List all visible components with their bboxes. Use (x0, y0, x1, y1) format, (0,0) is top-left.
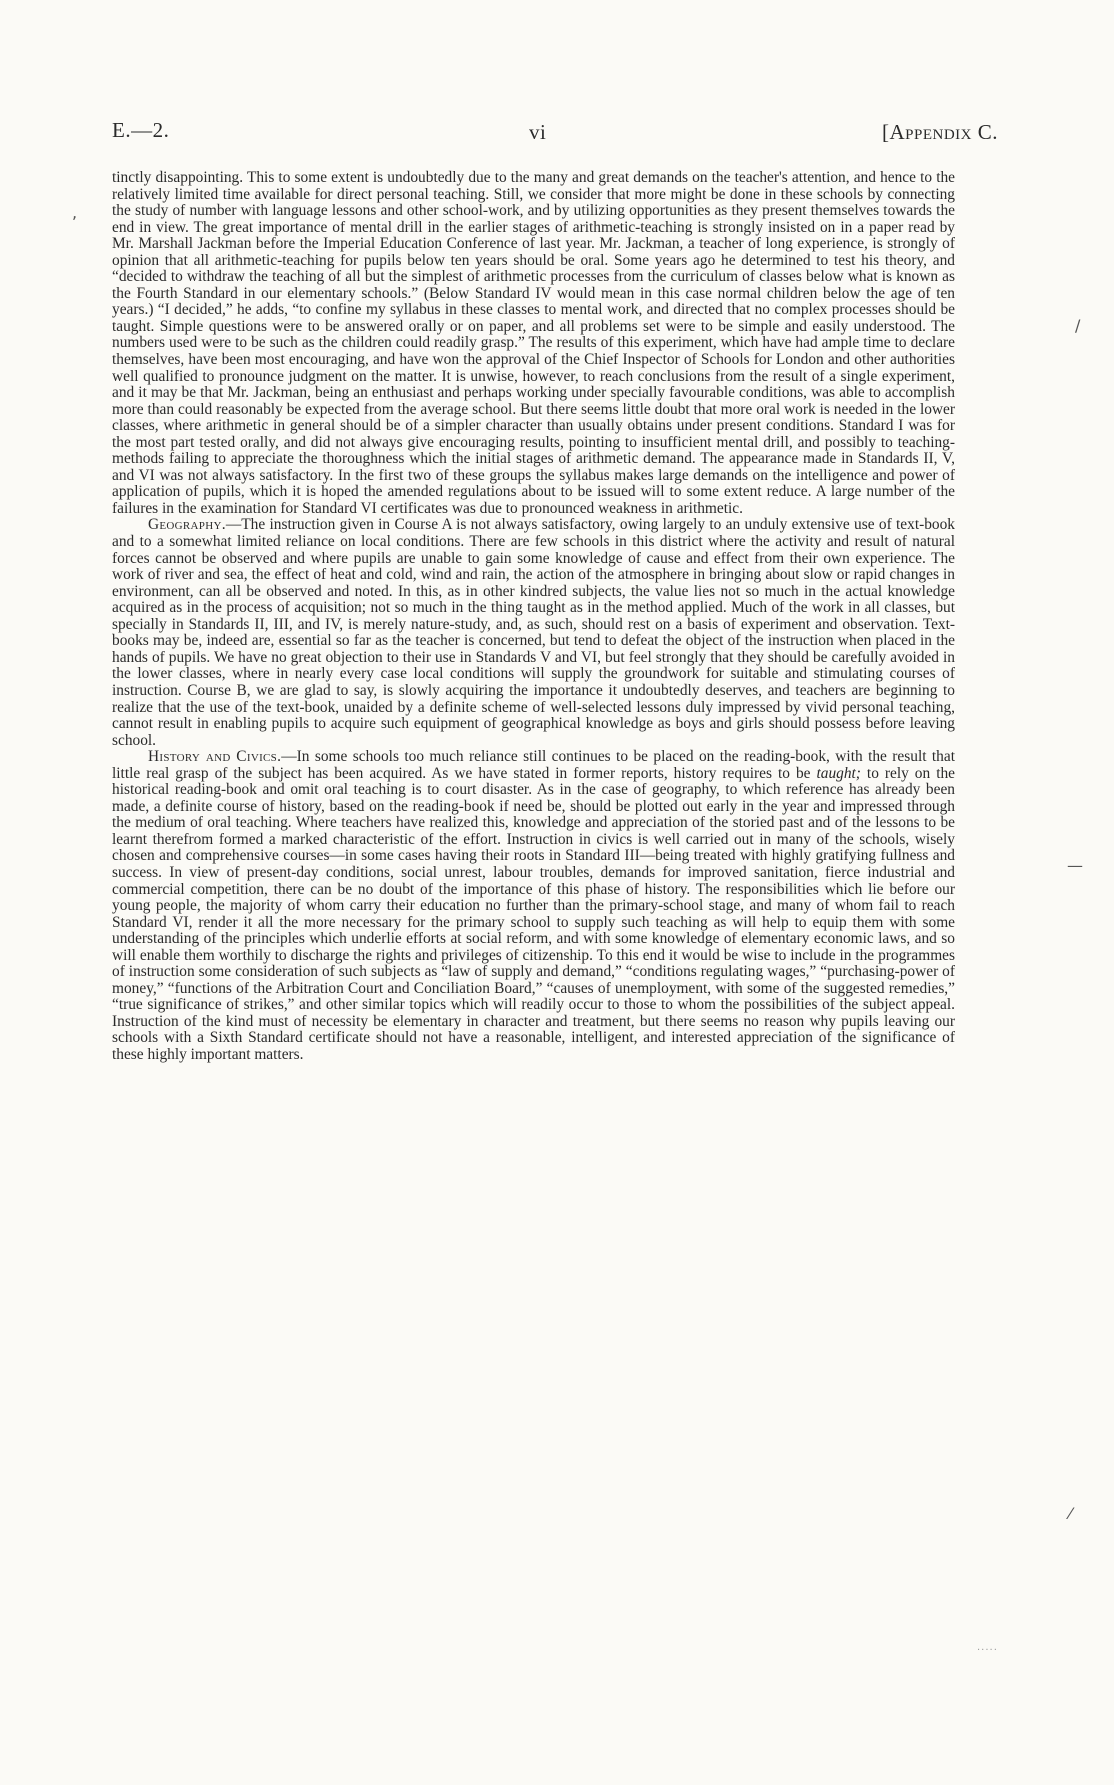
section-heading-geography: Geography. (148, 516, 226, 534)
header-page-number: vi (529, 120, 547, 144)
header-appendix-label: [Appendix C. (881, 120, 998, 144)
body-text (112, 170, 955, 1064)
paragraph-history-emphasis: taught; (816, 764, 861, 782)
margin-tick-mark: , (72, 203, 78, 222)
section-heading-history-civics: History and Civics. (148, 748, 282, 766)
margin-stroke-mark: ⁄ (1069, 1504, 1072, 1523)
paragraph-arithmetic-continued: tinctly disappointing. This to some extent is undoubtedly due to the many and great demands on the teacher's attention, and hence to the relatively limited time available for direct personal teaching. Still, we consider that more might be done in these schools by connecting the study of number with language lessons and other school-work, and by utilizing opportunities as they present themselves towards the end in view. The great importance of mental drill in the earlier stages of arithmetic-teaching is strongly insisted on in a paper read by Mr. Marshall Jackman before the Imperial Education Conference of last year. Mr. Jackman, a teacher of long experience, is strongly of opinion that all arithmetic-teaching for pupils below ten years should be oral. Some years ago he determined to test his theory, and “decided to withdraw the teaching of all but the simplest of arithmetic processes from the curriculum of classes below what is known as the Fourth Standard in our elementary schools.” (Below Standard IV would mean in this case normal children below the age of ten years.) “I decided,” he adds, “to confine my syllabus in these classes to mental work, and directed that no complex processes should be taught. Simple questions were to be answered orally or on paper, and all problems set were to be simple and easily understood. The numbers used were to be such as the children could readily grasp.” The results of this experiment, which have had ample time to declare themselves, have been most encouraging, and have won the approval of the Chief Inspector of Schools for London and other authorities well qualified to pronounce judgment on the matter. It is unwise, however, to reach conclusions from the result of a single experiment, and it may be that Mr. Jackman, being an enthusiast and perhaps working under specially favourable conditions, was able to accomplish more than could reasonably be expected from the average school. But there seems little doubt that more oral work is needed in the lower classes, where arithmetic in general should be of a simpler character than usually obtains under present conditions. Standard I was for the most part tested orally, and did not always give encouraging results, pointing to insufficient mental drill, and possibly to teaching-methods failing to appreciate the thoroughness which the initial stages of arithmetic demand. The appearance made in Standards II, V, and VI was not always satisfactory. In the first two of these groups the syllabus makes large demands on the intelligence and power of application of pupils, which it is hoped the amended regulations about to be issued will to some extent reduce. A large number of the failures in the examination for Standard VI certificates was due to pronounced weakness in arithmetic. (112, 169, 955, 517)
header-document-code: E.—2. (112, 118, 170, 142)
page-smudge-mark: ····· (977, 1645, 998, 1656)
paragraph-history-text-a: —In some schools too much reliance still continues to be placed on the reading-book, with the result that little real grasp of the subject has been acquired. As we have stated in former reports, history requires to be (112, 748, 955, 782)
paragraph-history-civics (112, 749, 955, 1063)
margin-dash-mark: — (1067, 856, 1083, 875)
paragraph-history-text-b: to rely on the historical reading-book and omit oral teaching is to court disaster. As in the case of geography, to which reference has already been made, a definite course of history, based on the reading-book if need be, should be plotted out early in the year and impressed through the medium of oral teaching. Where teachers have realized this, knowledge and appreciation of the storied past and of the lessons to be learnt therefrom formed a marked characteristic of the effort. Instruction in civics is well carried out in many of the schools, wisely chosen and comprehensive courses—in some cases having their roots in Standard III—being treated with highly gratifying fullness and success. In view of present-day conditions, social unrest, labour troubles, demands for improved sanitation, fierce industrial and commercial competition, there can be no doubt of the importance of this phase of history. The responsibilities which lie before our young people, the majority of whom carry their education no further than the primary-school stage, and many of whom fail to reach Standard VI, render it all the more necessary for the primary school to supply such teaching as will help to equip them with some understanding of the principles which underlie efforts at social reform, and with some knowledge of elementary economic laws, and so will enable them worthily to discharge the rights and privileges of citizenship. To this end it would be wise to include in the programmes of instruction some consideration of such subjects as “law of supply and demand,” “conditions regulating wages,” “purchasing-power of money,” “functions of the Arbitration Court and Conciliation Board,” “causes of unemployment, with some of the suggested remedies,” “true significance of strikes,” and other similar topics which will readily occur to those to whom the possibilities of the subject appeal. Instruction of the kind must of necessity be elementary in character and treatment, but there seems no reason why pupils leaving our schools with a Sixth Standard certificate should not have a reasonable, intelligent, and interested appreciation of the significance of these highly important matters. (112, 764, 955, 1063)
page-header (0, 118, 1114, 152)
paragraph-geography (112, 517, 955, 749)
margin-slash-mark: / (1075, 316, 1081, 335)
paragraph-geography-text: —The instruction given in Course A is not always satisfactory, owing largely to an unduly extensive use of text-book and to a somewhat limited reliance on local conditions. There are few schools in this district where the activity and result of natural forces cannot be observed and where pupils are unable to gain some knowledge of cause and effect from their own experience. The work of river and sea, the effect of heat and cold, wind and rain, the action of the atmosphere in bringing about slow or rapid changes in environment, can all be observed and noted. In this, as in other kindred subjects, the value lies not so much in the actual knowledge acquired as in the process of acquisition; not so much in the thing taught as in the method applied. Much of the work in all classes, but specially in Standards II, III, and IV, is merely nature-study, and, as such, should rest on a basis of experiment and observation. Text-books may be, indeed are, essential so far as the teacher is concerned, but tend to defeat the object of the instruction when placed in the hands of pupils. We have no great objection to their use in Standards V and VI, but feel strongly that they should be carefully avoided in the lower classes, where in nearly every case local conditions will supply the groundwork for suitable and stimulating courses of instruction. Course B, we are glad to say, is slowly acquiring the importance it undoubtedly deserves, and teachers are beginning to realize that the use of the text-book, unaided by a definite scheme of well-selected lessons duly impressed by vivid personal teaching, cannot result in enabling pupils to acquire such equipment of geographical knowledge as boys and girls should possess before leaving school. (112, 516, 955, 749)
